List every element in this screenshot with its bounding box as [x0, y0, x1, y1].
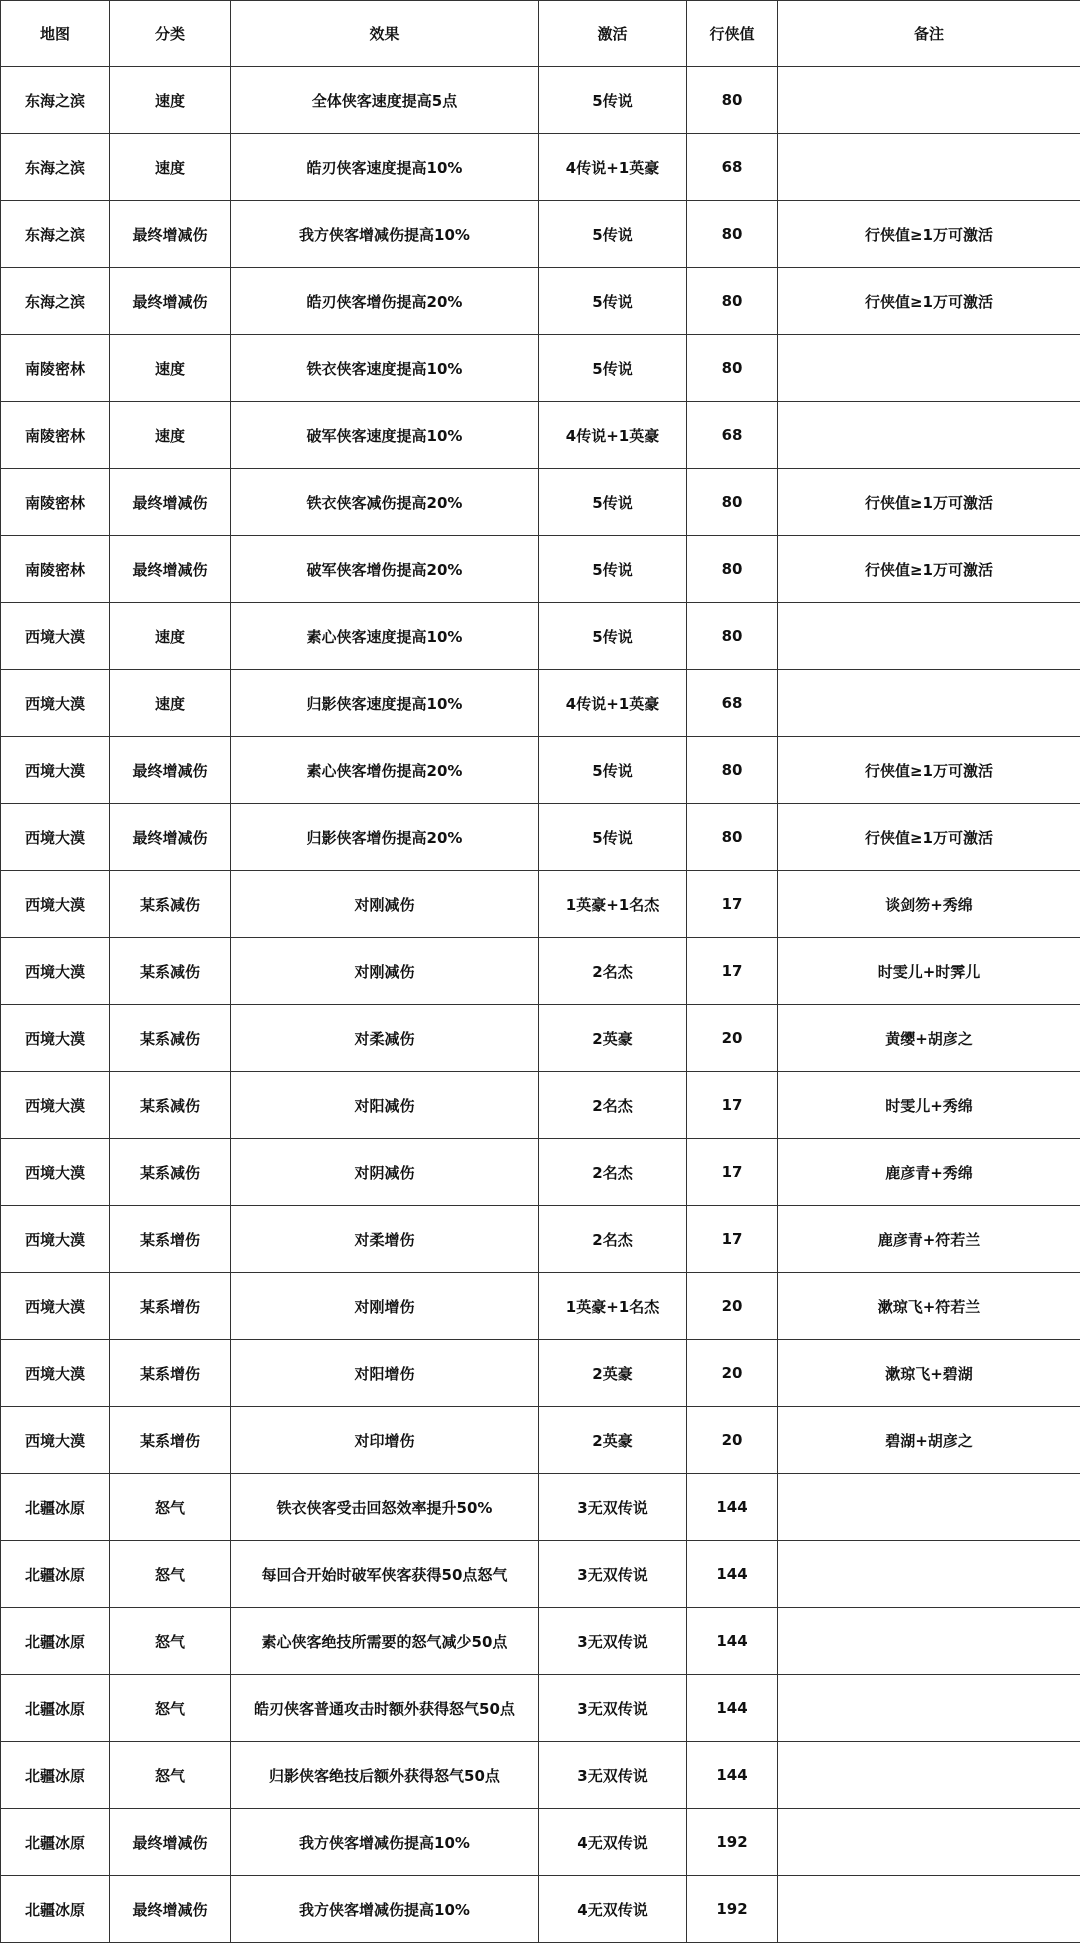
table-row	[1, 134, 1080, 201]
table-row	[1, 402, 1080, 469]
cell-notes: 行侠值≥1万可激活	[778, 737, 1080, 804]
table-row	[1, 1474, 1080, 1541]
cell-map: 北疆冰原	[1, 1474, 110, 1541]
cell-category: 最终增减伤	[110, 1876, 231, 1943]
table-row	[1, 1876, 1080, 1943]
cell-xingxia-value: 68	[687, 134, 778, 201]
table-row	[1, 1675, 1080, 1742]
cell-effect: 对刚减伤	[231, 871, 539, 938]
cell-map: 东海之滨	[1, 201, 110, 268]
table-row	[1, 268, 1080, 335]
cell-map: 北疆冰原	[1, 1675, 110, 1742]
cell-category: 最终增减伤	[110, 1809, 231, 1876]
cell-category: 速度	[110, 402, 231, 469]
cell-activation: 5传说	[539, 603, 687, 670]
cell-notes	[778, 1876, 1080, 1943]
table-row	[1, 670, 1080, 737]
cell-category: 最终增减伤	[110, 804, 231, 871]
cell-xingxia-value: 68	[687, 670, 778, 737]
cell-notes	[778, 1675, 1080, 1742]
cell-activation: 2英豪	[539, 1005, 687, 1072]
table-row	[1, 1005, 1080, 1072]
table-row	[1, 737, 1080, 804]
cell-category: 最终增减伤	[110, 737, 231, 804]
cell-xingxia-value: 144	[687, 1608, 778, 1675]
cell-map: 北疆冰原	[1, 1541, 110, 1608]
cell-map: 西境大漠	[1, 1407, 110, 1474]
cell-category: 某系增伤	[110, 1206, 231, 1273]
cell-effect: 破军侠客速度提高10%	[231, 402, 539, 469]
cell-effect: 对刚增伤	[231, 1273, 539, 1340]
table-row	[1, 1340, 1080, 1407]
cell-map: 西境大漠	[1, 938, 110, 1005]
cell-map: 西境大漠	[1, 670, 110, 737]
cell-effect: 素心侠客绝技所需要的怒气减少50点	[231, 1608, 539, 1675]
cell-category: 某系减伤	[110, 1005, 231, 1072]
table-row	[1, 871, 1080, 938]
table-row	[1, 469, 1080, 536]
cell-notes: 鹿彦青+秀绵	[778, 1139, 1080, 1206]
cell-category: 怒气	[110, 1541, 231, 1608]
cell-map: 东海之滨	[1, 134, 110, 201]
cell-activation: 3无双传说	[539, 1608, 687, 1675]
table-row	[1, 804, 1080, 871]
cell-notes: 碧湖+胡彦之	[778, 1407, 1080, 1474]
table-header-row	[1, 1, 1080, 67]
cell-notes	[778, 67, 1080, 134]
cell-activation: 5传说	[539, 268, 687, 335]
cell-activation: 1英豪+1名杰	[539, 1273, 687, 1340]
cell-xingxia-value: 144	[687, 1474, 778, 1541]
cell-category: 最终增减伤	[110, 201, 231, 268]
cell-xingxia-value: 17	[687, 1206, 778, 1273]
cell-effect: 铁衣侠客速度提高10%	[231, 335, 539, 402]
cell-notes: 黄缨+胡彦之	[778, 1005, 1080, 1072]
cell-category: 速度	[110, 670, 231, 737]
cell-category: 最终增减伤	[110, 268, 231, 335]
cell-map: 西境大漠	[1, 1072, 110, 1139]
table-row	[1, 1206, 1080, 1273]
cell-activation: 4传说+1英豪	[539, 402, 687, 469]
cell-effect: 每回合开始时破军侠客获得50点怒气	[231, 1541, 539, 1608]
table-row	[1, 1139, 1080, 1206]
table-row	[1, 1072, 1080, 1139]
cell-category: 速度	[110, 67, 231, 134]
table-row	[1, 1809, 1080, 1876]
cell-xingxia-value: 68	[687, 402, 778, 469]
cell-activation: 2名杰	[539, 1072, 687, 1139]
cell-xingxia-value: 144	[687, 1541, 778, 1608]
cell-notes	[778, 402, 1080, 469]
cell-activation: 1英豪+1名杰	[539, 871, 687, 938]
cell-notes: 漱琼飞+符若兰	[778, 1273, 1080, 1340]
table-row	[1, 536, 1080, 603]
cell-xingxia-value: 80	[687, 737, 778, 804]
cell-activation: 5传说	[539, 804, 687, 871]
cell-activation: 5传说	[539, 335, 687, 402]
cell-category: 怒气	[110, 1608, 231, 1675]
cell-category: 怒气	[110, 1742, 231, 1809]
cell-category: 某系减伤	[110, 1072, 231, 1139]
cell-activation: 3无双传说	[539, 1474, 687, 1541]
cell-map: 西境大漠	[1, 603, 110, 670]
cell-xingxia-value: 192	[687, 1876, 778, 1943]
cell-activation: 2名杰	[539, 938, 687, 1005]
cell-xingxia-value: 144	[687, 1742, 778, 1809]
header-map: 地图	[1, 1, 110, 67]
table-row	[1, 335, 1080, 402]
cell-map: 北疆冰原	[1, 1608, 110, 1675]
cell-activation: 4无双传说	[539, 1809, 687, 1876]
cell-xingxia-value: 17	[687, 1072, 778, 1139]
header-notes: 备注	[778, 1, 1080, 67]
cell-xingxia-value: 20	[687, 1340, 778, 1407]
cell-category: 速度	[110, 603, 231, 670]
cell-xingxia-value: 80	[687, 804, 778, 871]
cell-category: 某系增伤	[110, 1340, 231, 1407]
cell-activation: 4传说+1英豪	[539, 134, 687, 201]
cell-activation: 3无双传说	[539, 1742, 687, 1809]
cell-effect: 对印增伤	[231, 1407, 539, 1474]
cell-map: 东海之滨	[1, 67, 110, 134]
table-body	[1, 67, 1080, 1943]
cell-notes: 行侠值≥1万可激活	[778, 201, 1080, 268]
cell-activation: 3无双传说	[539, 1675, 687, 1742]
cell-effect: 对阳增伤	[231, 1340, 539, 1407]
cell-category: 某系减伤	[110, 1139, 231, 1206]
cell-xingxia-value: 20	[687, 1005, 778, 1072]
cell-activation: 4无双传说	[539, 1876, 687, 1943]
table-row	[1, 938, 1080, 1005]
cell-effect: 皓刃侠客速度提高10%	[231, 134, 539, 201]
cell-notes: 谈剑笏+秀绵	[778, 871, 1080, 938]
cell-map: 南陵密林	[1, 402, 110, 469]
cell-activation: 4传说+1英豪	[539, 670, 687, 737]
cell-activation: 5传说	[539, 201, 687, 268]
cell-category: 最终增减伤	[110, 536, 231, 603]
cell-notes: 行侠值≥1万可激活	[778, 469, 1080, 536]
cell-map: 北疆冰原	[1, 1742, 110, 1809]
table-row	[1, 201, 1080, 268]
cell-map: 西境大漠	[1, 804, 110, 871]
cell-map: 南陵密林	[1, 469, 110, 536]
cell-activation: 2英豪	[539, 1340, 687, 1407]
cell-map: 北疆冰原	[1, 1809, 110, 1876]
cell-effect: 对阳减伤	[231, 1072, 539, 1139]
cell-map: 西境大漠	[1, 871, 110, 938]
cell-xingxia-value: 20	[687, 1273, 778, 1340]
cell-notes: 时雯儿+时霁儿	[778, 938, 1080, 1005]
cell-notes: 时雯儿+秀绵	[778, 1072, 1080, 1139]
table-row	[1, 603, 1080, 670]
cell-effect: 归影侠客绝技后额外获得怒气50点	[231, 1742, 539, 1809]
cell-activation: 3无双传说	[539, 1541, 687, 1608]
cell-map: 西境大漠	[1, 737, 110, 804]
cell-category: 某系减伤	[110, 938, 231, 1005]
cell-effect: 破军侠客增伤提高20%	[231, 536, 539, 603]
cell-xingxia-value: 144	[687, 1675, 778, 1742]
cell-effect: 铁衣侠客受击回怒效率提升50%	[231, 1474, 539, 1541]
cell-category: 速度	[110, 335, 231, 402]
cell-xingxia-value: 17	[687, 1139, 778, 1206]
cell-map: 北疆冰原	[1, 1876, 110, 1943]
table-row	[1, 1608, 1080, 1675]
table-row	[1, 1407, 1080, 1474]
cell-activation: 5传说	[539, 737, 687, 804]
cell-category: 速度	[110, 134, 231, 201]
table-row	[1, 67, 1080, 134]
cell-effect: 皓刃侠客普通攻击时额外获得怒气50点	[231, 1675, 539, 1742]
cell-map: 南陵密林	[1, 536, 110, 603]
cell-activation: 5传说	[539, 469, 687, 536]
cell-effect: 我方侠客增减伤提高10%	[231, 201, 539, 268]
cell-notes: 鹿彦青+符若兰	[778, 1206, 1080, 1273]
cell-effect: 素心侠客增伤提高20%	[231, 737, 539, 804]
cell-activation: 5传说	[539, 67, 687, 134]
cell-xingxia-value: 80	[687, 469, 778, 536]
cell-activation: 2英豪	[539, 1407, 687, 1474]
cell-activation: 2名杰	[539, 1206, 687, 1273]
cell-xingxia-value: 80	[687, 67, 778, 134]
cell-map: 西境大漠	[1, 1139, 110, 1206]
cell-notes	[778, 670, 1080, 737]
cell-effect: 我方侠客增减伤提高10%	[231, 1876, 539, 1943]
cell-effect: 我方侠客增减伤提高10%	[231, 1809, 539, 1876]
cell-map: 西境大漠	[1, 1340, 110, 1407]
cell-effect: 全体侠客速度提高5点	[231, 67, 539, 134]
table-row	[1, 1273, 1080, 1340]
cell-xingxia-value: 80	[687, 201, 778, 268]
cell-category: 怒气	[110, 1474, 231, 1541]
cell-activation: 5传说	[539, 536, 687, 603]
cell-category: 最终增减伤	[110, 469, 231, 536]
cell-xingxia-value: 192	[687, 1809, 778, 1876]
cell-activation: 2名杰	[539, 1139, 687, 1206]
cell-map: 西境大漠	[1, 1273, 110, 1340]
cell-notes: 行侠值≥1万可激活	[778, 536, 1080, 603]
header-xingxia-value: 行侠值	[687, 1, 778, 67]
cell-map: 东海之滨	[1, 268, 110, 335]
cell-xingxia-value: 80	[687, 268, 778, 335]
cell-map: 西境大漠	[1, 1005, 110, 1072]
header-effect: 效果	[231, 1, 539, 67]
cell-category: 某系增伤	[110, 1273, 231, 1340]
cell-xingxia-value: 17	[687, 938, 778, 1005]
cell-xingxia-value: 80	[687, 603, 778, 670]
cell-effect: 皓刃侠客增伤提高20%	[231, 268, 539, 335]
table-row	[1, 1742, 1080, 1809]
table-row	[1, 1541, 1080, 1608]
cell-notes	[778, 1541, 1080, 1608]
cell-map: 南陵密林	[1, 335, 110, 402]
header-category: 分类	[110, 1, 231, 67]
cell-effect: 对柔增伤	[231, 1206, 539, 1273]
header-activation: 激活	[539, 1, 687, 67]
cell-effect: 铁衣侠客减伤提高20%	[231, 469, 539, 536]
cell-notes	[778, 603, 1080, 670]
cell-effect: 素心侠客速度提高10%	[231, 603, 539, 670]
cell-effect: 对阴减伤	[231, 1139, 539, 1206]
cell-notes	[778, 1809, 1080, 1876]
cell-notes: 漱琼飞+碧湖	[778, 1340, 1080, 1407]
cell-effect: 归影侠客速度提高10%	[231, 670, 539, 737]
cell-notes	[778, 1608, 1080, 1675]
cell-map: 西境大漠	[1, 1206, 110, 1273]
cell-xingxia-value: 80	[687, 335, 778, 402]
cell-notes	[778, 335, 1080, 402]
cell-xingxia-value: 20	[687, 1407, 778, 1474]
cell-notes	[778, 1474, 1080, 1541]
cell-effect: 对刚减伤	[231, 938, 539, 1005]
cell-notes: 行侠值≥1万可激活	[778, 268, 1080, 335]
cell-xingxia-value: 17	[687, 871, 778, 938]
cell-effect: 对柔减伤	[231, 1005, 539, 1072]
cell-notes	[778, 134, 1080, 201]
cell-xingxia-value: 80	[687, 536, 778, 603]
cell-category: 某系增伤	[110, 1407, 231, 1474]
cell-effect: 归影侠客增伤提高20%	[231, 804, 539, 871]
cell-notes: 行侠值≥1万可激活	[778, 804, 1080, 871]
cell-category: 某系减伤	[110, 871, 231, 938]
cell-notes	[778, 1742, 1080, 1809]
cell-category: 怒气	[110, 1675, 231, 1742]
